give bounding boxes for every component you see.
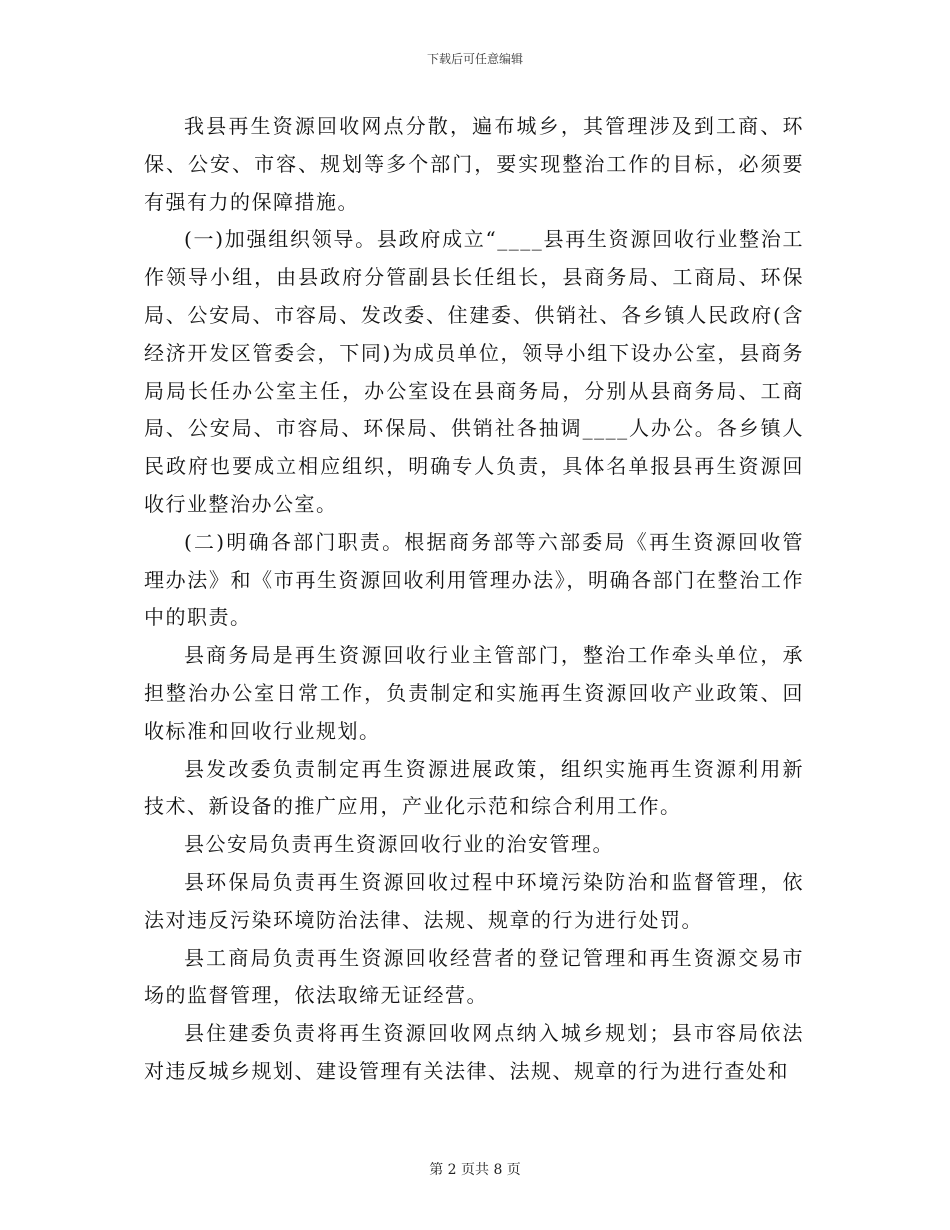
paragraph-commerce-bureau: 县商务局是再生资源回收行业主管部门，整治工作牵头单位，承担整治办公室日常工作，负责制定和实施再生资源回收产业政策、回收标准和回收行业规划。 xyxy=(144,643,804,743)
paragraph-environmental-bureau: 县环保局负责再生资源回收过程中环境污染防治和监督管理，依法对违反污染环境防治法律、法规、规章的行为进行处罚。 xyxy=(144,869,804,932)
paragraph-development-commission: 县发改委负责制定再生资源进展政策，组织实施再生资源利用新技术、新设备的推广应用，产业化示范和综合利用工作。 xyxy=(144,756,804,819)
page-header: 下载后可任意编辑 xyxy=(426,52,523,66)
paragraph-responsibilities: (二)明确各部门职责。根据商务部等六部委局《再生资源回收管理办法》和《市再生资源回收利用管理办法》，明确各部门在整治工作中的职责。 xyxy=(144,529,804,630)
paragraph-public-security: 县公安局负责再生资源回收行业的治安管理。 xyxy=(184,832,614,857)
page-number: 第 2 页共 8 页 xyxy=(429,1162,521,1178)
paragraph-organization: (一)加强组织领导。县政府成立“____县再生资源回收行业整治工作领导小组，由县政府分管副县长任组长，县商务局、工商局、环保局、公安局、市容局、发改委、住建委、供销社、各乡镇人民政府(含经济开发区管委会，下同)为成员单位，领导小组下设办公室，县商务局局长任办公室主任，办公室设在县商务局，分别从县商务局、工商局、公安局、市容局、环保局、供销社各抽调____人办公。各乡镇人民政府也要成立相应组织，明确专人负责，具体名单报县再生资源回收行业整治办公室。 xyxy=(144,227,804,516)
paragraph-industry-commerce-bureau: 县工商局负责再生资源回收经营者的登记管理和再生资源交易市场的监督管理，依法取缔无证经营。 xyxy=(144,945,804,1008)
paragraph-intro: 我县再生资源回收网点分散，遍布城乡，其管理涉及到工商、环保、公安、市容、规划等多个部门，要实现整治工作的目标，必须要有强有力的保障措施。 xyxy=(144,114,804,214)
paragraph-housing-commission: 县住建委负责将再生资源回收网点纳入城乡规划；县市容局依法对违反城乡规划、建设管理有关法律、法规、规章的行为进行查处和 xyxy=(144,1021,804,1083)
document-body xyxy=(144,108,804,1091)
